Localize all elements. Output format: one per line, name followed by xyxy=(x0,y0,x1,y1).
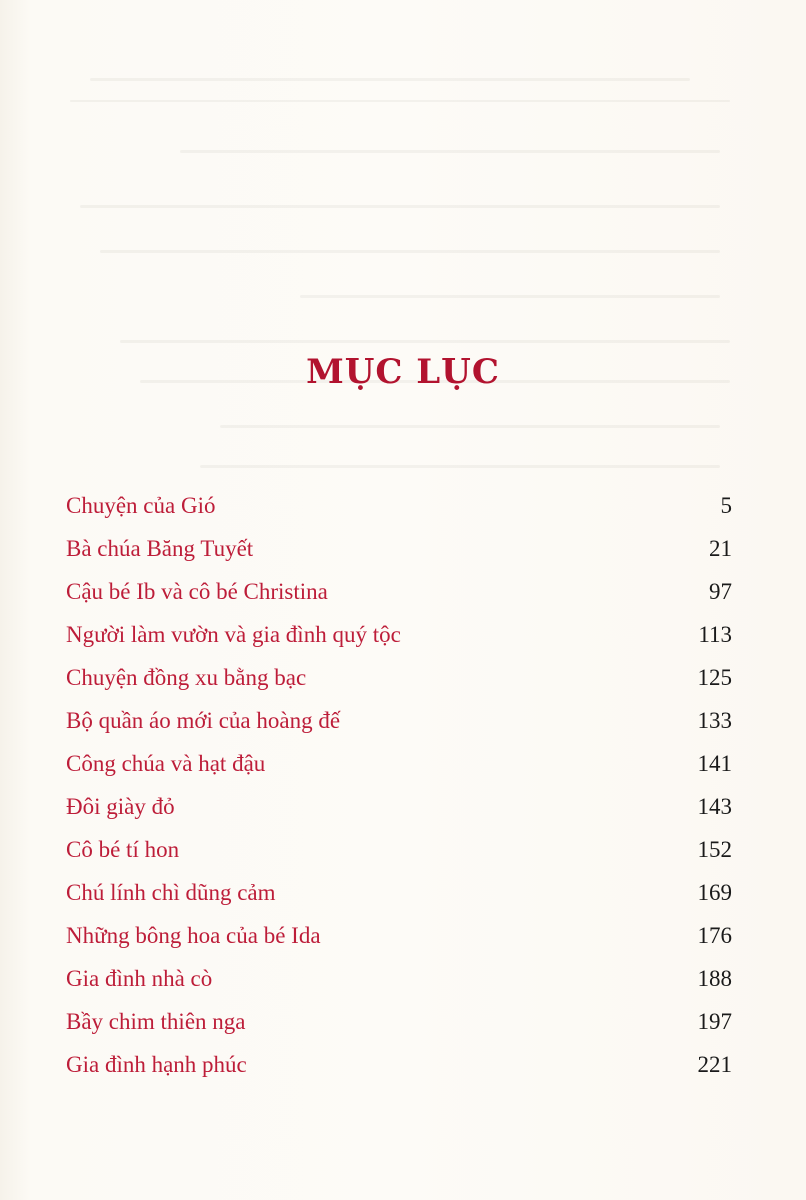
toc-entry[interactable] xyxy=(66,832,732,875)
toc-entry[interactable] xyxy=(66,875,732,918)
toc-entry-page-number: 141 xyxy=(697,751,732,776)
toc-entry-title: Công chúa và hạt đậu xyxy=(66,751,266,776)
toc-entry[interactable] xyxy=(66,660,732,703)
toc-entry-title: Những bông hoa của bé Ida xyxy=(66,923,321,948)
toc-entry[interactable] xyxy=(66,488,732,531)
toc-entry[interactable] xyxy=(66,617,732,660)
toc-entry-page-number: 125 xyxy=(697,665,732,690)
toc-entry-title: Gia đình nhà cò xyxy=(66,966,213,991)
toc-entry-page-number: 143 xyxy=(697,794,732,819)
toc-entry[interactable] xyxy=(66,574,732,617)
toc-entry-page-number: 133 xyxy=(697,708,732,733)
toc-entry-page-number: 176 xyxy=(697,923,732,948)
toc-entry-title: Bộ quần áo mới của hoàng đế xyxy=(66,708,341,733)
toc-entry[interactable] xyxy=(66,1004,732,1047)
toc-entry-page-number: 169 xyxy=(697,880,732,905)
toc-entry-title: Đôi giày đỏ xyxy=(66,794,175,819)
toc-entry-title: Gia đình hạnh phúc xyxy=(66,1052,247,1077)
toc-entry-page-number: 21 xyxy=(709,536,732,561)
toc-entry-title: Người làm vườn và gia đình quý tộc xyxy=(66,622,401,647)
toc-entry-title: Chuyện của Gió xyxy=(66,493,216,518)
toc-entry-page-number: 188 xyxy=(697,966,732,991)
toc-entry[interactable] xyxy=(66,531,732,574)
toc-entry-title: Chuyện đồng xu bằng bạc xyxy=(66,665,307,690)
toc-entry-title: Chú lính chì dũng cảm xyxy=(66,880,276,905)
toc-entry-title: Bầy chim thiên nga xyxy=(66,1009,246,1034)
toc-entry-title: Bà chúa Băng Tuyết xyxy=(66,536,254,561)
toc-entry[interactable] xyxy=(66,1047,732,1090)
toc-entry[interactable] xyxy=(66,703,732,746)
toc-entry-page-number: 5 xyxy=(720,493,732,518)
toc-entry-page-number: 113 xyxy=(698,622,732,647)
toc-entry[interactable] xyxy=(66,789,732,832)
toc-entry-page-number: 152 xyxy=(697,837,732,862)
toc-entry-title: Cậu bé Ib và cô bé Christina xyxy=(66,579,328,604)
table-of-contents xyxy=(66,488,732,1090)
page-title: MỤC LỤC xyxy=(306,352,500,392)
toc-entry-title: Cô bé tí hon xyxy=(66,837,180,862)
toc-entry[interactable] xyxy=(66,918,732,961)
toc-entry-page-number: 97 xyxy=(709,579,732,604)
toc-entry[interactable] xyxy=(66,746,732,789)
toc-entry-page-number: 221 xyxy=(697,1052,732,1077)
toc-entry-page-number: 197 xyxy=(697,1009,732,1034)
toc-entry[interactable] xyxy=(66,961,732,1004)
